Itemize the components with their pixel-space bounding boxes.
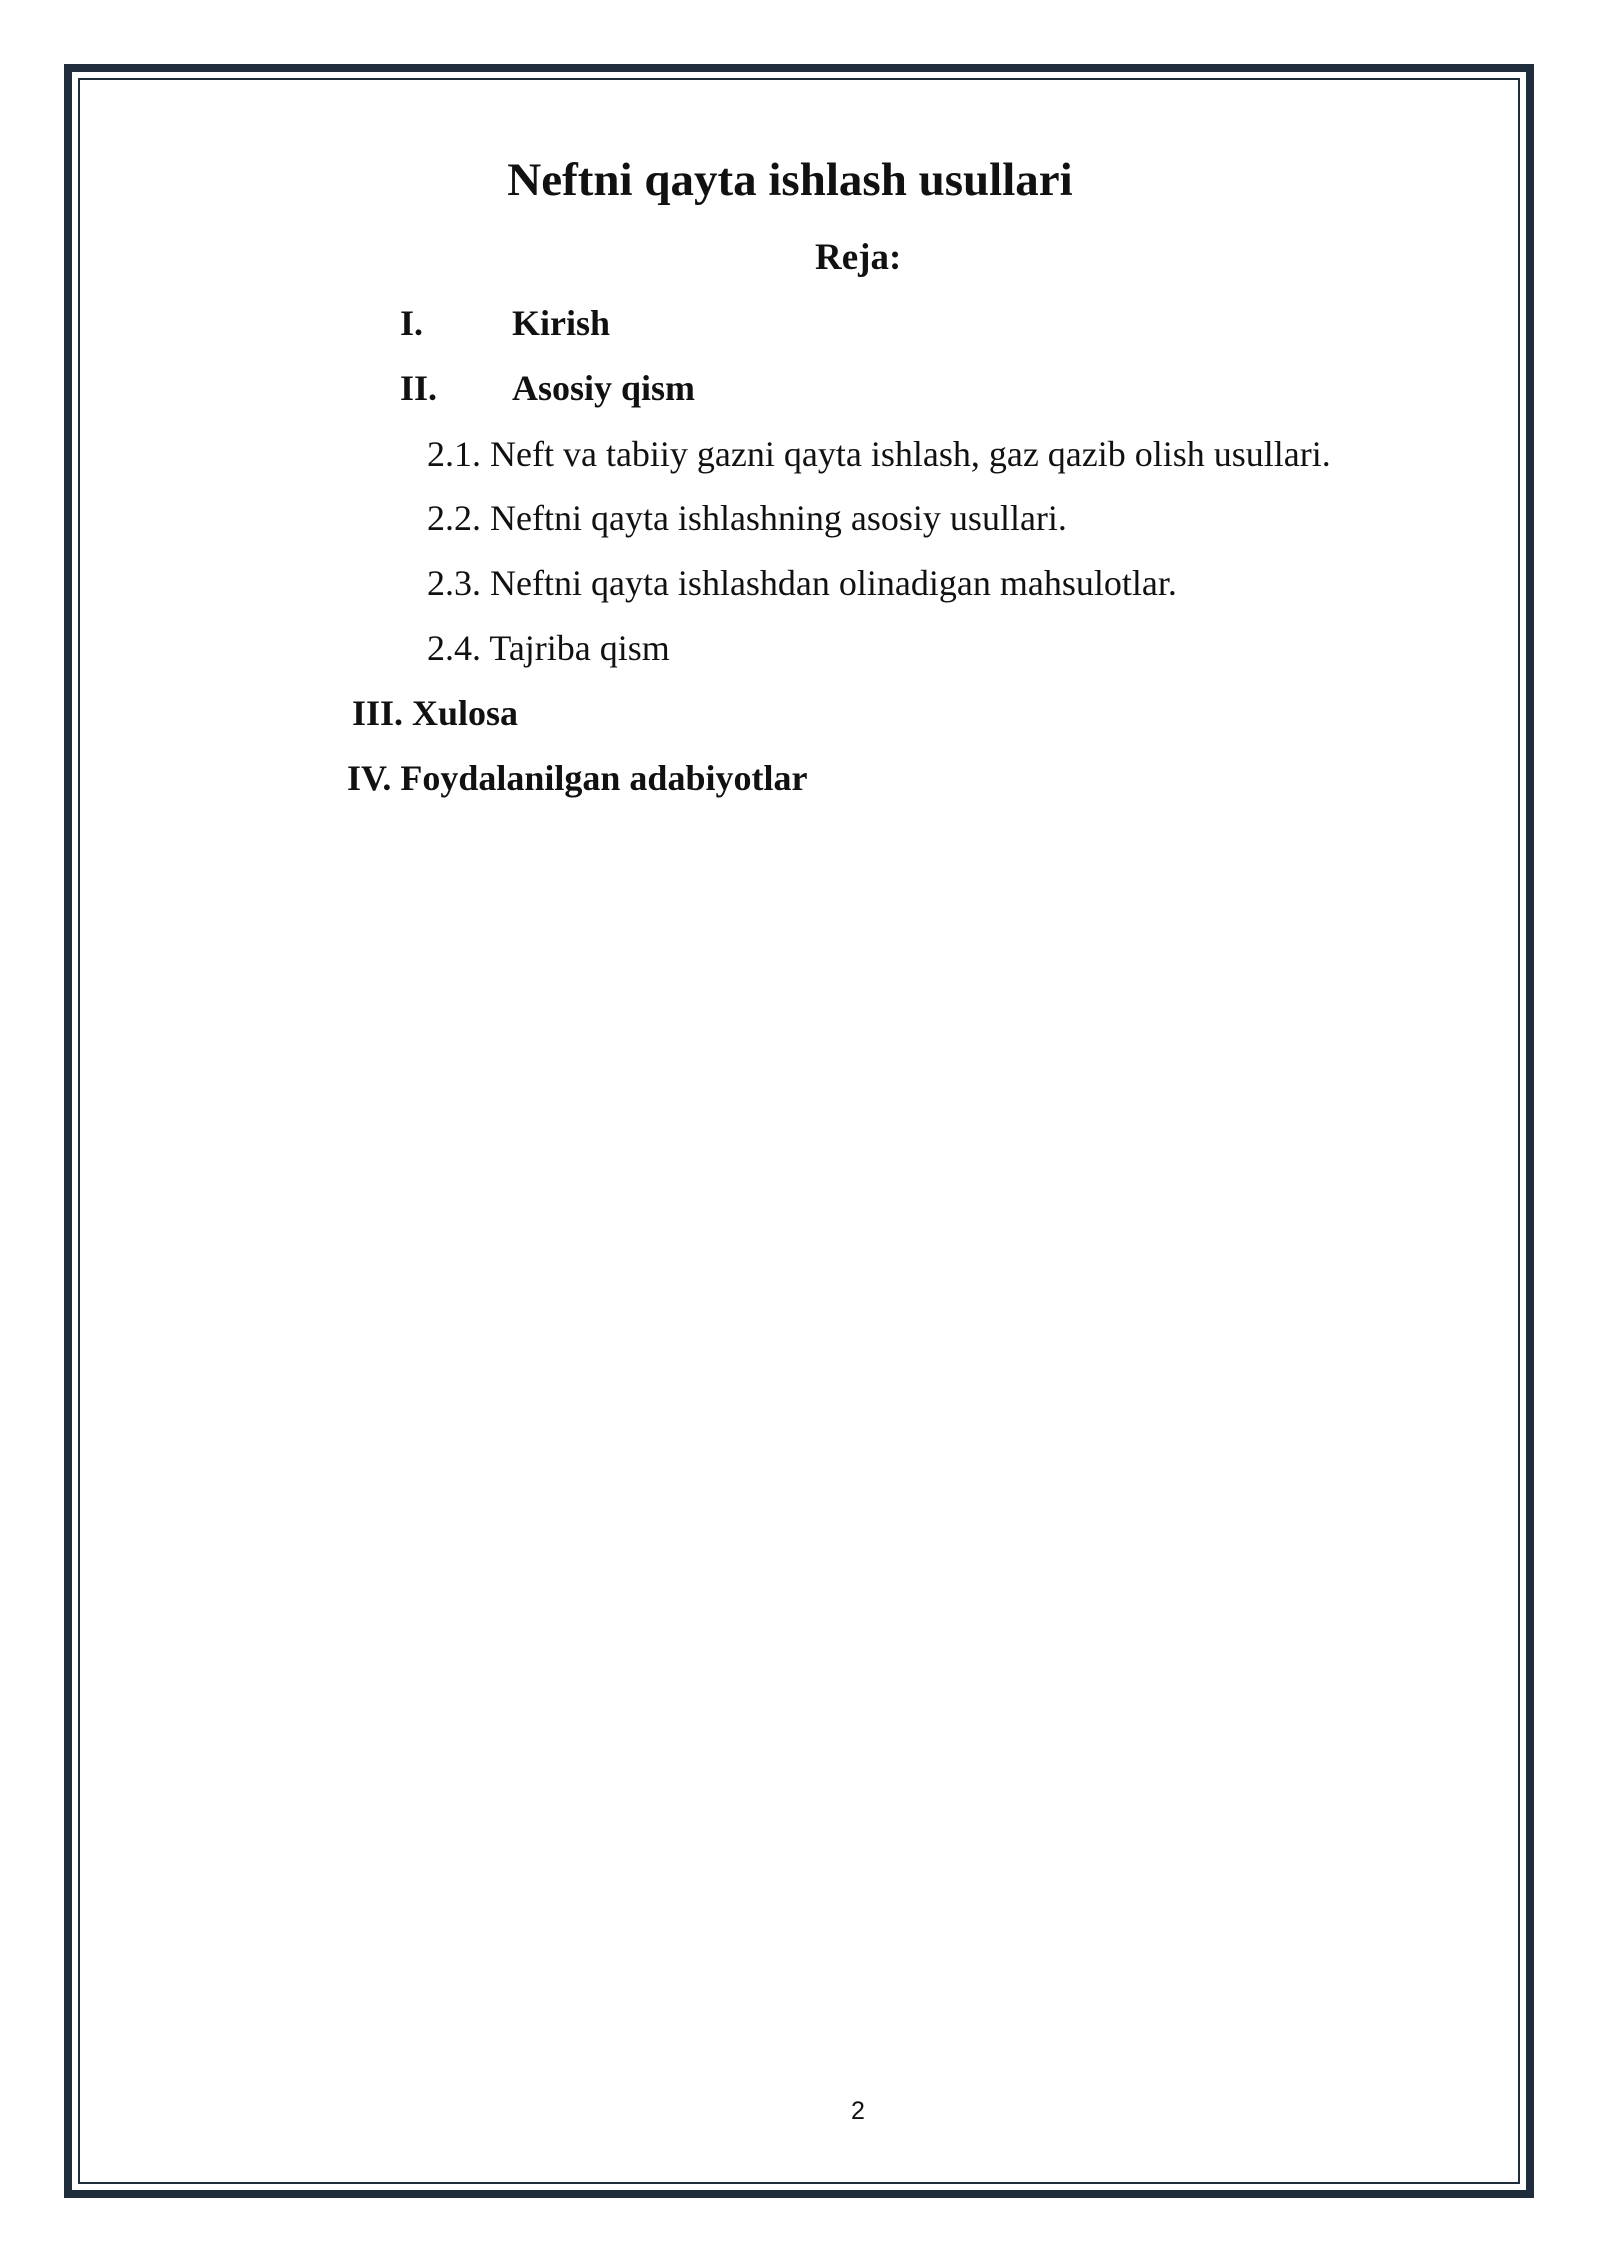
- document-title: Neftni qayta ishlash usullari: [507, 154, 1073, 206]
- page-border-inner: [78, 78, 1520, 2184]
- section-numeral: I.: [400, 303, 424, 343]
- toc-section-4: IV. Foydalanilgan adabiyotlar: [347, 758, 808, 798]
- toc-subsection-2-4: 2.4. Tajriba qism: [427, 628, 670, 668]
- section-numeral: II.: [400, 368, 438, 408]
- toc-subsection-2-3: 2.3. Neftni qayta ishlashdan olinadigan mahsulotlar.: [427, 563, 1177, 603]
- plan-heading: Reja:: [815, 237, 902, 278]
- toc-subsection-2-2: 2.2. Neftni qayta ishlashning asosiy usullari.: [427, 498, 1067, 538]
- toc-section-3: III. Xulosa: [352, 693, 519, 733]
- page-number: 2: [851, 2097, 865, 2125]
- toc-section-2: [400, 364, 695, 412]
- toc-section-1: [400, 299, 610, 347]
- toc-subsection-2-1: 2.1. Neft va tabiiy gazni qayta ishlash, gaz qazib olish usullari.: [427, 434, 1331, 474]
- section-label: Asosiy qism: [512, 368, 696, 408]
- section-label: Kirish: [512, 303, 611, 343]
